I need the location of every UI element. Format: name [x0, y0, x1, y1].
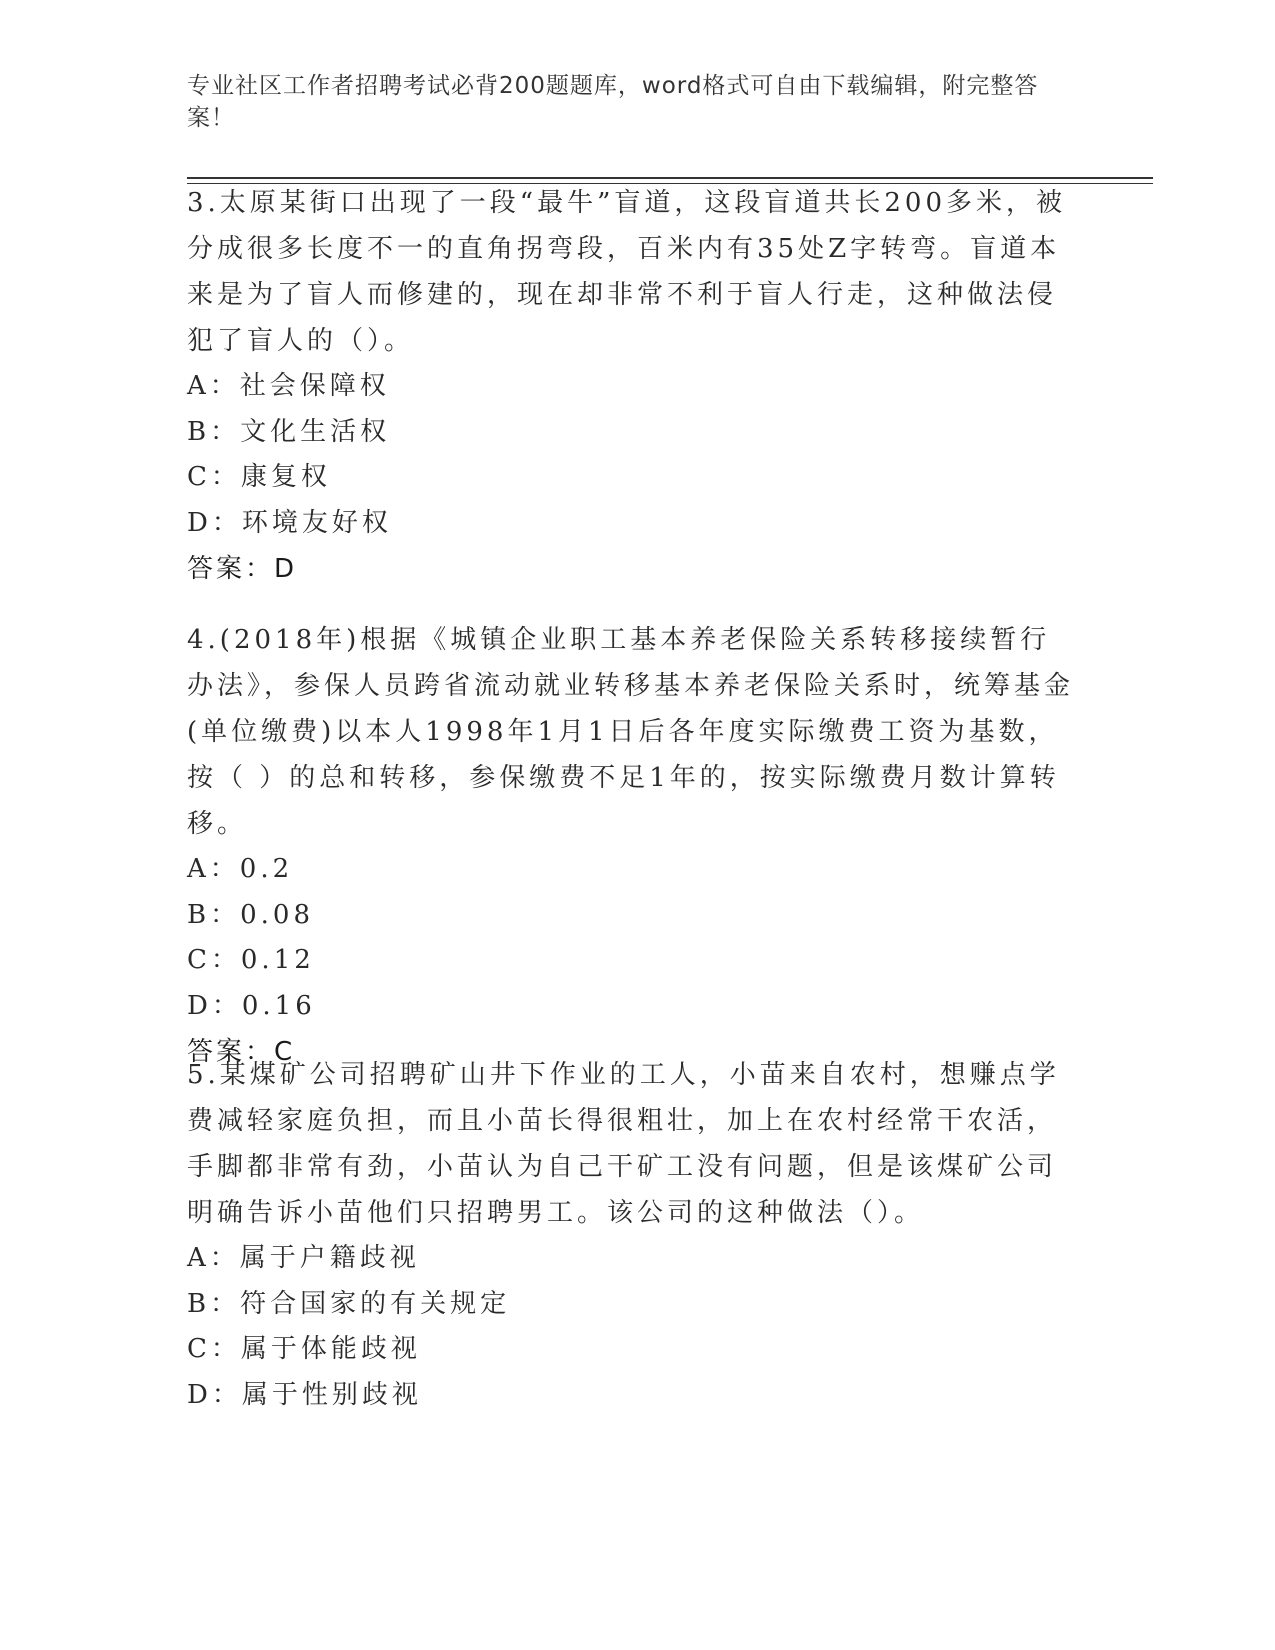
option-a: A：社会保障权 [187, 371, 390, 401]
option-c: C：0.12 [187, 945, 315, 975]
option-b: B：文化生活权 [187, 416, 391, 447]
option-a: A：0.2 [187, 854, 294, 884]
option-b: B：符合国家的有关规定 [187, 1288, 511, 1319]
answer-line: 答案：C [187, 1037, 296, 1067]
question-3 [187, 180, 1077, 592]
option-c: C：康复权 [187, 462, 331, 492]
question-4 [187, 617, 1077, 1075]
document-header: 专业社区工作者招聘考试必背200题题库，word格式可自由下载编辑，附完整答案！ [187, 73, 1039, 131]
option-c: C：属于体能歧视 [187, 1334, 421, 1364]
header-divider-thick [187, 177, 1153, 179]
question-stem: 3.太原某街口出现了一段“最牛”盲道，这段盲道共长200多米，被分成很多长度不一的直角拐弯段，百米内有35处Z字转弯。盲道本来是为了盲人而修建的，现在却非常不利于盲人行走，这种做法侵犯了盲人的（）。 [187, 188, 1067, 356]
answer-line: 答案：D [187, 554, 298, 584]
question-stem: 5.某煤矿公司招聘矿山井下作业的工人，小苗来自农村，想赚点学费减轻家庭负担，而且小苗长得很粗壮，加上在农村经常干农活，手脚都非常有劲，小苗认为自己干矿工没有问题，但是该煤矿公司明确告诉小苗他们只招聘男工。该公司的这种做法（）。 [187, 1060, 1060, 1228]
option-a: A：属于户籍歧视 [187, 1243, 420, 1273]
question-stem: 4.(2018年)根据《城镇企业职工基本养老保险关系转移接续暂行办法》，参保人员跨省流动就业转移基本养老保险关系时，统筹基金(单位缴费)以本人1998年1月1日后各年度实际缴费工资为基数，按（ ）的总和转移，参保缴费不足1年的，按实际缴费月数计算转移。 [187, 625, 1075, 839]
option-d: D：0.16 [187, 990, 316, 1021]
option-b: B：0.08 [187, 899, 314, 930]
option-d: D：属于性别歧视 [187, 1379, 422, 1410]
question-5 [187, 1052, 1077, 1418]
option-d: D：环境友好权 [187, 507, 392, 538]
